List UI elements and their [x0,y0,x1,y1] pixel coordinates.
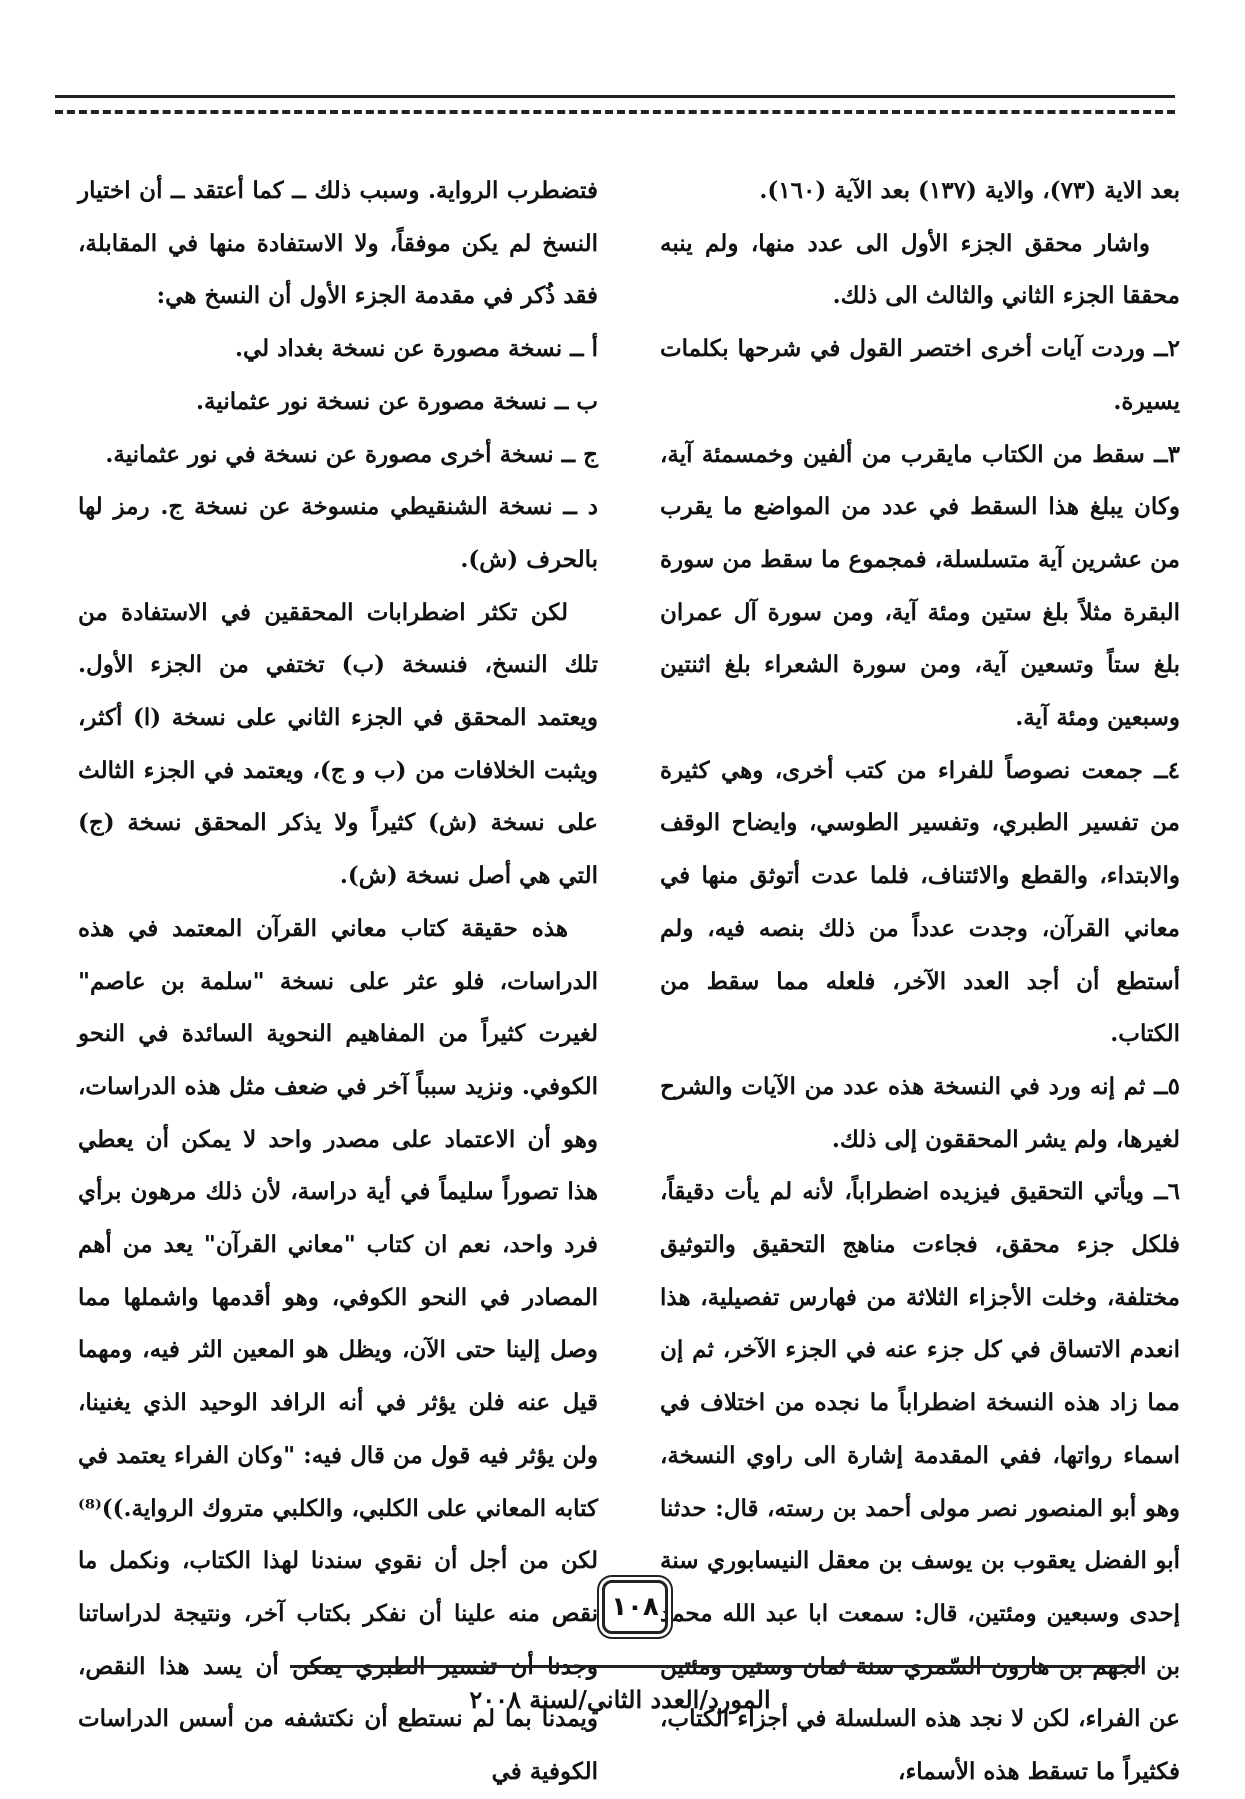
paragraph: ٦ــ ويأتي التحقيق فيزيده اضطراباً، لأنه لم يأت دقيقاً، فلكل جزء محقق، فجاءت مناهج التحقيق والتوثيق مختلفة، وخلت الأجزاء الثلاثة من فهارس تفصيلية، هذا انعدم الاتساق في كل جزء عنه في الجزء الآخر، ثم إن مما زاد هذه النسخة اضطراباً ما نجده من اختلاف في اسماء رواتها، ففي المقدمة إشارة الى راوي النسخة، وهو أبو المنصور نصر مولى أحمد بن رسته، قال: حدثنا أبو الفضل يعقوب بن يوسف بن معقل النيسابوري سنة إحدى وسبعين ومئتين، قال: سمعت ابا عبد الله محمد بن الجهم بن هارون السّمري سنة ثمان وستين ومئتين عن الفراء، لكن لا نجد هذه السلسلة في أجزاء الكتاب، فكثيراً ما تسقط هذه الأسماء، [660,1178,1180,1786]
journal-footer: المورد/العدد الثاني/لسنة ٢٠٠٨ [469,1685,771,1714]
paragraph: فتضطرب الرواية. وسبب ذلك ــ كما أعتقد ــ أن اختيار النسخ لم يكن موفقاً، ولا الاستفادة منها في المقابلة، فقد ذُكر في مقدمة الجزء الأول أن النسخ هي: [78,177,598,310]
paragraph: ٣ــ سقط من الكتاب مايقرب من ألفين وخمسمئة آية، وكان يبلغ هذا السقط في عدد من المواضع ما يقرب من عشرين آية متسلسلة، فمجموع ما سقط من سورة البقرة مثلاً بلغ ستين ومئة آية، ومن سورة آل عمران بلغ ستاً وتسعين آية، ومن سورة الشعراء بلغ اثنتين وسبعين ومئة آية. [660,440,1180,732]
top-rule-dashed [55,110,1175,114]
paragraph: هذه حقيقة كتاب معاني القرآن المعتمد في هذه الدراسات، فلو عثر على نسخة "سلمة بن عاصم" لغيرت كثيراً من المفاهيم النحوية السائدة في النحو الكوفي. ونزيد سبباً آخر في ضعف مثل هذه الدراسات، وهو أن الاعتماد على مصدر واحد لا يمكن أن يعطي هذا تصوراً سليماً في أية دراسة، لأن ذلك مرهون برأي فرد واحد، نعم ان كتاب "معاني القرآن" يعد من أهم المصادر في النحو الكوفي، وهو أقدمها واشملها مما وصل إلينا حتى الآن، ويظل هو المعين الثر فيه، ومهما قيل عنه فلن يؤثر في أنه الرافد الوحيد الذي يغنينا، ولن يؤثر فيه قول من قال فيه: "وكان الفراء يعتمد في كتابه المعاني على الكلبي، والكلبي متروك الرواية.))⁽⁸⁾ لكن من أجل أن نقوي سندنا لهذا الكتاب، ونكمل ما نقص منه علينا أن نفكر بكتاب آخر، ونتيجة لدراساتنا وجدنا أن تفسير الطبري يمكن أن يسد هذا النقص، ويمدنا بما لم نستطع أن نكتشفه من أسس الدراسات الكوفية في [78,914,598,1786]
bottom-rule [290,1665,1140,1668]
paragraph: لكن تكثر اضطرابات المحققين في الاستفادة من تلك النسخ، فنسخة (ب) تختفي من الجزء الأول. ويعتمد المحقق في الجزء الثاني على نسخة (ا) أكثر، ويثبت الخلافات من (ب و ج)، ويعتمد في الجزء الثالث على نسخة (ش) كثيراً ولا يذكر المحقق نسخة (ج) التي هي أصل نسخة (ش). [78,598,598,890]
page-number: ١٠٨ [602,1580,668,1634]
list-item: ج ــ نسخة أخرى مصورة عن نسخة في نور عثمانية. [105,440,598,468]
left-column [78,165,598,1799]
top-rule-solid [55,95,1175,98]
right-column [660,165,1180,1799]
paragraph: واشار محقق الجزء الأول الى عدد منها، ولم ينبه محققا الجزء الثاني والثالث الى ذلك. [660,229,1180,310]
paragraph: بعد الاية (٧٣)، والاية (١٣٧) بعد الآية (١٦٠). [759,177,1180,204]
paragraph: ٤ــ جمعت نصوصاً للفراء من كتب أخرى، وهي كثيرة من تفسير الطبري، وتفسير الطوسي، وايضاح الوقف والابتداء، والقطع والائتناف، فلما عدت أتوثق منها في معاني القرآن، وجدت عدداً من ذلك بنصه فيه، ولم أستطع أن أجد العدد الآخر، فلعله مما سقط من الكتاب. [660,756,1180,1048]
paragraph: ٢ــ وردت آيات أخرى اختصر القول في شرحها بكلمات يسيرة. [660,335,1180,415]
paragraph: ٥ــ ثم إنه ورد في النسخة هذه عدد من الآيات والشرح لغيرها، ولم يشر المحققون إلى ذلك. [660,1072,1180,1153]
list-item: د ــ نسخة الشنقيطي منسوخة عن نسخة ج. رمز لها بالحرف (ش). [78,493,598,573]
list-item: أ ــ نسخة مصورة عن نسخة بغداد لي. [234,335,598,363]
list-item: ب ــ نسخة مصورة عن نسخة نور عثمانية. [196,387,598,415]
